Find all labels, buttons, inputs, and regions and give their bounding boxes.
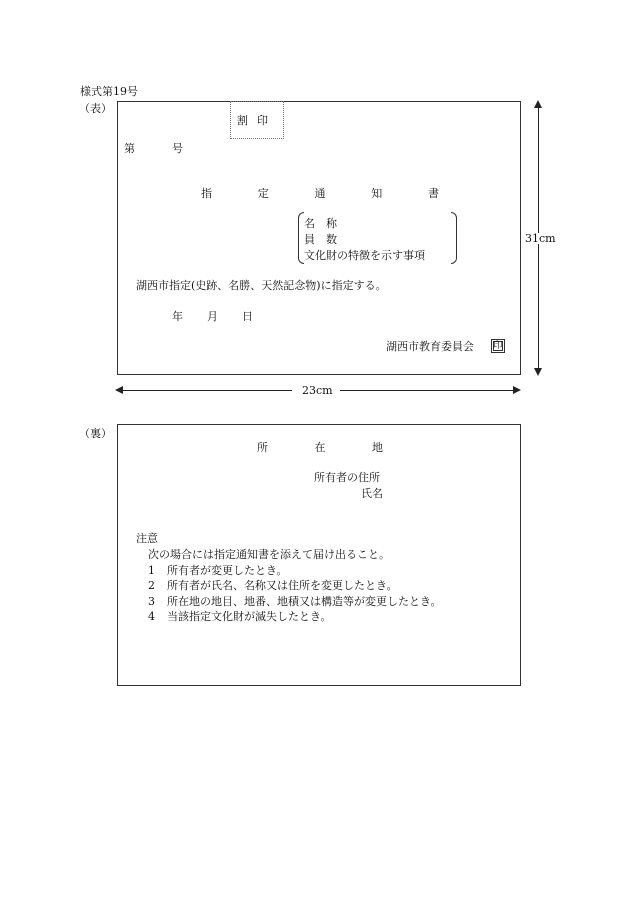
note-text: 所有者が変更したとき。 [167, 564, 288, 577]
date-year: 年 [172, 310, 183, 323]
location-char: 在 [314, 441, 326, 454]
note-text: 所在地の地目、地番、地積又は構造等が変更したとき。 [167, 595, 442, 608]
title-char: 知 [371, 187, 383, 200]
height-label: 31cm [525, 232, 556, 245]
title-char: 通 [314, 187, 326, 200]
issuer: 湖西市教育委員会 [386, 340, 474, 353]
seal-char: 印 [493, 340, 503, 351]
location-char: 地 [372, 441, 383, 454]
info-item-count: 員 数 [304, 233, 337, 246]
title-char: 定 [257, 187, 269, 200]
seal-icon [491, 339, 505, 353]
location-label [257, 442, 383, 453]
note-text: 当該指定文化財が滅失したとき。 [167, 610, 332, 623]
note-number: 4 [148, 610, 155, 623]
note-number: 3 [148, 595, 155, 608]
number-prefix: 第 [124, 142, 135, 155]
info-item-name: 名 称 [304, 217, 337, 230]
form-number: 様式第19号 [80, 85, 138, 98]
document-title [201, 188, 439, 199]
width-label: 23cm [302, 384, 333, 397]
notes-intro: 次の場合には指定通知書を添えて届け出ること。 [148, 548, 390, 561]
note-number: 1 [148, 564, 155, 577]
number-suffix: 号 [172, 142, 183, 155]
date-day: 日 [242, 310, 253, 323]
location-char: 所 [257, 441, 268, 454]
title-char: 指 [201, 187, 212, 200]
notes-heading: 注意 [136, 532, 158, 545]
info-item-features: 文化財の特徴を示す事項 [304, 249, 425, 262]
note-item [148, 596, 442, 607]
owner-name-label: 氏名 [361, 487, 383, 500]
stamp-label: 割 印 [237, 114, 271, 127]
arrow-right-icon [513, 386, 521, 394]
arrow-down-icon [534, 368, 542, 376]
designation-statement: 湖西市指定(史跡、名勝、天然記念物)に指定する。 [136, 279, 387, 292]
date-month: 月 [207, 310, 218, 323]
bracket-right [451, 212, 457, 264]
width-dimension-line-left [122, 390, 292, 391]
front-side-label: （表） [79, 102, 112, 115]
note-text: 所有者が氏名、名称又は住所を変更したとき。 [167, 579, 398, 592]
back-side-label: （裏） [79, 427, 112, 440]
owner-address-label: 所有者の住所 [314, 471, 380, 484]
note-item [148, 580, 398, 591]
note-item [148, 565, 288, 576]
title-char: 書 [428, 187, 439, 200]
note-number: 2 [148, 579, 155, 592]
note-item [148, 611, 332, 622]
width-dimension-line-right [340, 390, 514, 391]
